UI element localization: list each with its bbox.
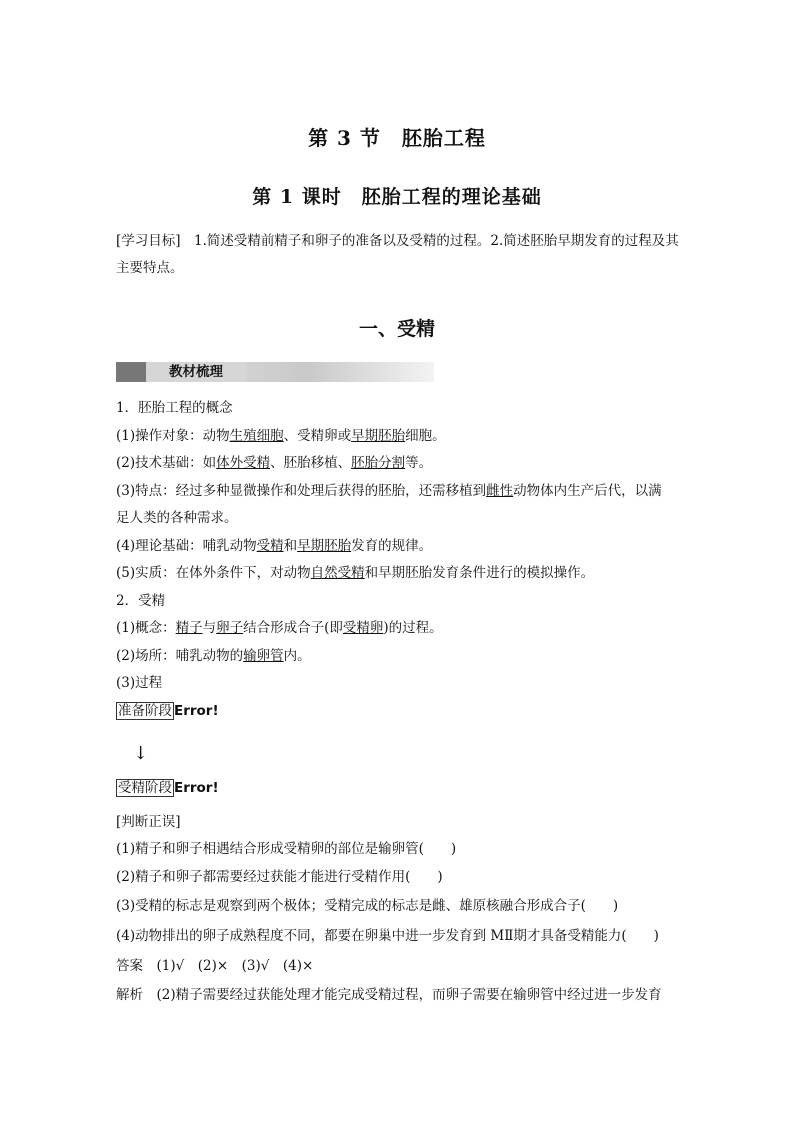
concept-line-1 bbox=[116, 426, 446, 446]
fert-line-3: (3)过程 bbox=[116, 675, 163, 691]
answer-line: 答案 (1)√ (2)× (3)√ (4)× bbox=[116, 958, 314, 974]
banner-label: 教材梳理 bbox=[146, 362, 246, 382]
objectives-text: 1.简述受精前精子和卵子的准备以及受精的过程。2.简述胚胎早期发育的过程及其主要特点。 bbox=[116, 233, 679, 276]
text: (1)操作对象：动物 bbox=[116, 428, 230, 444]
concept-line-3b: 足人类的各种需求。 bbox=[116, 510, 238, 526]
judge-item-2: (2)精子和卵子都需要经过获能才能进行受精作用( ) bbox=[116, 869, 443, 885]
text: )的过程。 bbox=[383, 620, 443, 636]
lesson-title: 第 1 课时 胚胎工程的理论基础 bbox=[252, 186, 542, 208]
blank-answer: 精子 bbox=[175, 620, 203, 636]
text: (1)概念： bbox=[116, 620, 176, 636]
blank-answer: 早期胚胎 bbox=[297, 538, 352, 554]
judge-heading: [判断正误] bbox=[116, 814, 181, 830]
blank-answer: 受精 bbox=[256, 538, 284, 554]
text: 和 bbox=[283, 538, 298, 554]
text: (3)特点：经过多种显微操作和处理后获得的胚胎，还需移植到 bbox=[116, 483, 487, 499]
blank-answer: 体外受精 bbox=[216, 455, 271, 471]
error-text: Error! bbox=[174, 780, 219, 796]
concept-line-3 bbox=[116, 481, 662, 501]
fert-heading: 2．受精 bbox=[116, 593, 166, 609]
text: 细胞。 bbox=[405, 428, 446, 444]
blank-answer: 早期胚胎 bbox=[351, 428, 406, 444]
blank-answer: 自然受精 bbox=[310, 565, 365, 581]
concept-heading: 1．胚胎工程的概念 bbox=[116, 400, 233, 416]
stage-prep bbox=[116, 701, 219, 721]
analysis-line: 解析 (2)精子需要经过获能处理才能完成受精过程，而卵子需要在输卵管中经过进一步发育 bbox=[116, 987, 662, 1003]
text: 、胚胎移植、 bbox=[270, 455, 352, 471]
judge-item-4: (4)动物排出的卵子成熟程度不同，都要在卵巢中进一步发育到 MⅡ期才具备受精能力( ) bbox=[116, 928, 659, 944]
stage-fert bbox=[116, 778, 219, 798]
section-title: 第 3 节 胚胎工程 bbox=[308, 126, 486, 150]
blank-answer: 输卵管 bbox=[243, 648, 284, 664]
text: (2)场所：哺乳动物的 bbox=[116, 648, 244, 664]
text: 动物体内生产后代，以满 bbox=[513, 483, 662, 499]
concept-line-4 bbox=[116, 536, 432, 556]
fert-line-1 bbox=[116, 618, 443, 638]
text: (5)实质：在体外条件下，对动物 bbox=[116, 565, 311, 581]
blank-answer: 雌性 bbox=[486, 483, 514, 499]
text: 等。 bbox=[405, 455, 433, 471]
concept-line-2 bbox=[116, 453, 432, 473]
judge-item-1: (1)精子和卵子相遇结合形成受精卵的部位是输卵管( ) bbox=[116, 841, 457, 857]
stage-prep-label: 准备阶段 bbox=[118, 703, 172, 719]
text: (4)理论基础：哺乳动物 bbox=[116, 538, 257, 554]
section-heading: 一、受精 bbox=[358, 318, 435, 340]
concept-line-5 bbox=[116, 563, 594, 583]
fert-line-2 bbox=[116, 646, 311, 666]
blank-answer: 生殖细胞 bbox=[229, 428, 284, 444]
text: 发育的规律。 bbox=[351, 538, 433, 554]
blank-answer: 胚胎分割 bbox=[351, 455, 406, 471]
text: 与 bbox=[202, 620, 217, 636]
judge-item-3: (3)受精的标志是观察到两个极体；受精完成的标志是雌、雄原核融合形成合子( ) bbox=[116, 898, 619, 914]
text: 内。 bbox=[283, 648, 311, 664]
stage-fert-label: 受精阶段 bbox=[118, 780, 172, 796]
text: (2)技术基础：如 bbox=[116, 455, 217, 471]
blank-answer: 受精卵 bbox=[342, 620, 384, 636]
text: 和早期胚胎发育条件进行的模拟操作。 bbox=[364, 565, 595, 581]
learning-objectives bbox=[116, 228, 682, 282]
textbook-banner bbox=[116, 362, 434, 382]
objectives-tag: [学习目标] bbox=[116, 233, 181, 249]
blank-answer: 卵子 bbox=[216, 620, 244, 636]
text: 结合形成合子(即 bbox=[243, 620, 343, 636]
down-arrow-icon: ↓ bbox=[133, 743, 149, 764]
text: 、受精卵或 bbox=[283, 428, 352, 444]
error-text: Error! bbox=[174, 703, 219, 719]
